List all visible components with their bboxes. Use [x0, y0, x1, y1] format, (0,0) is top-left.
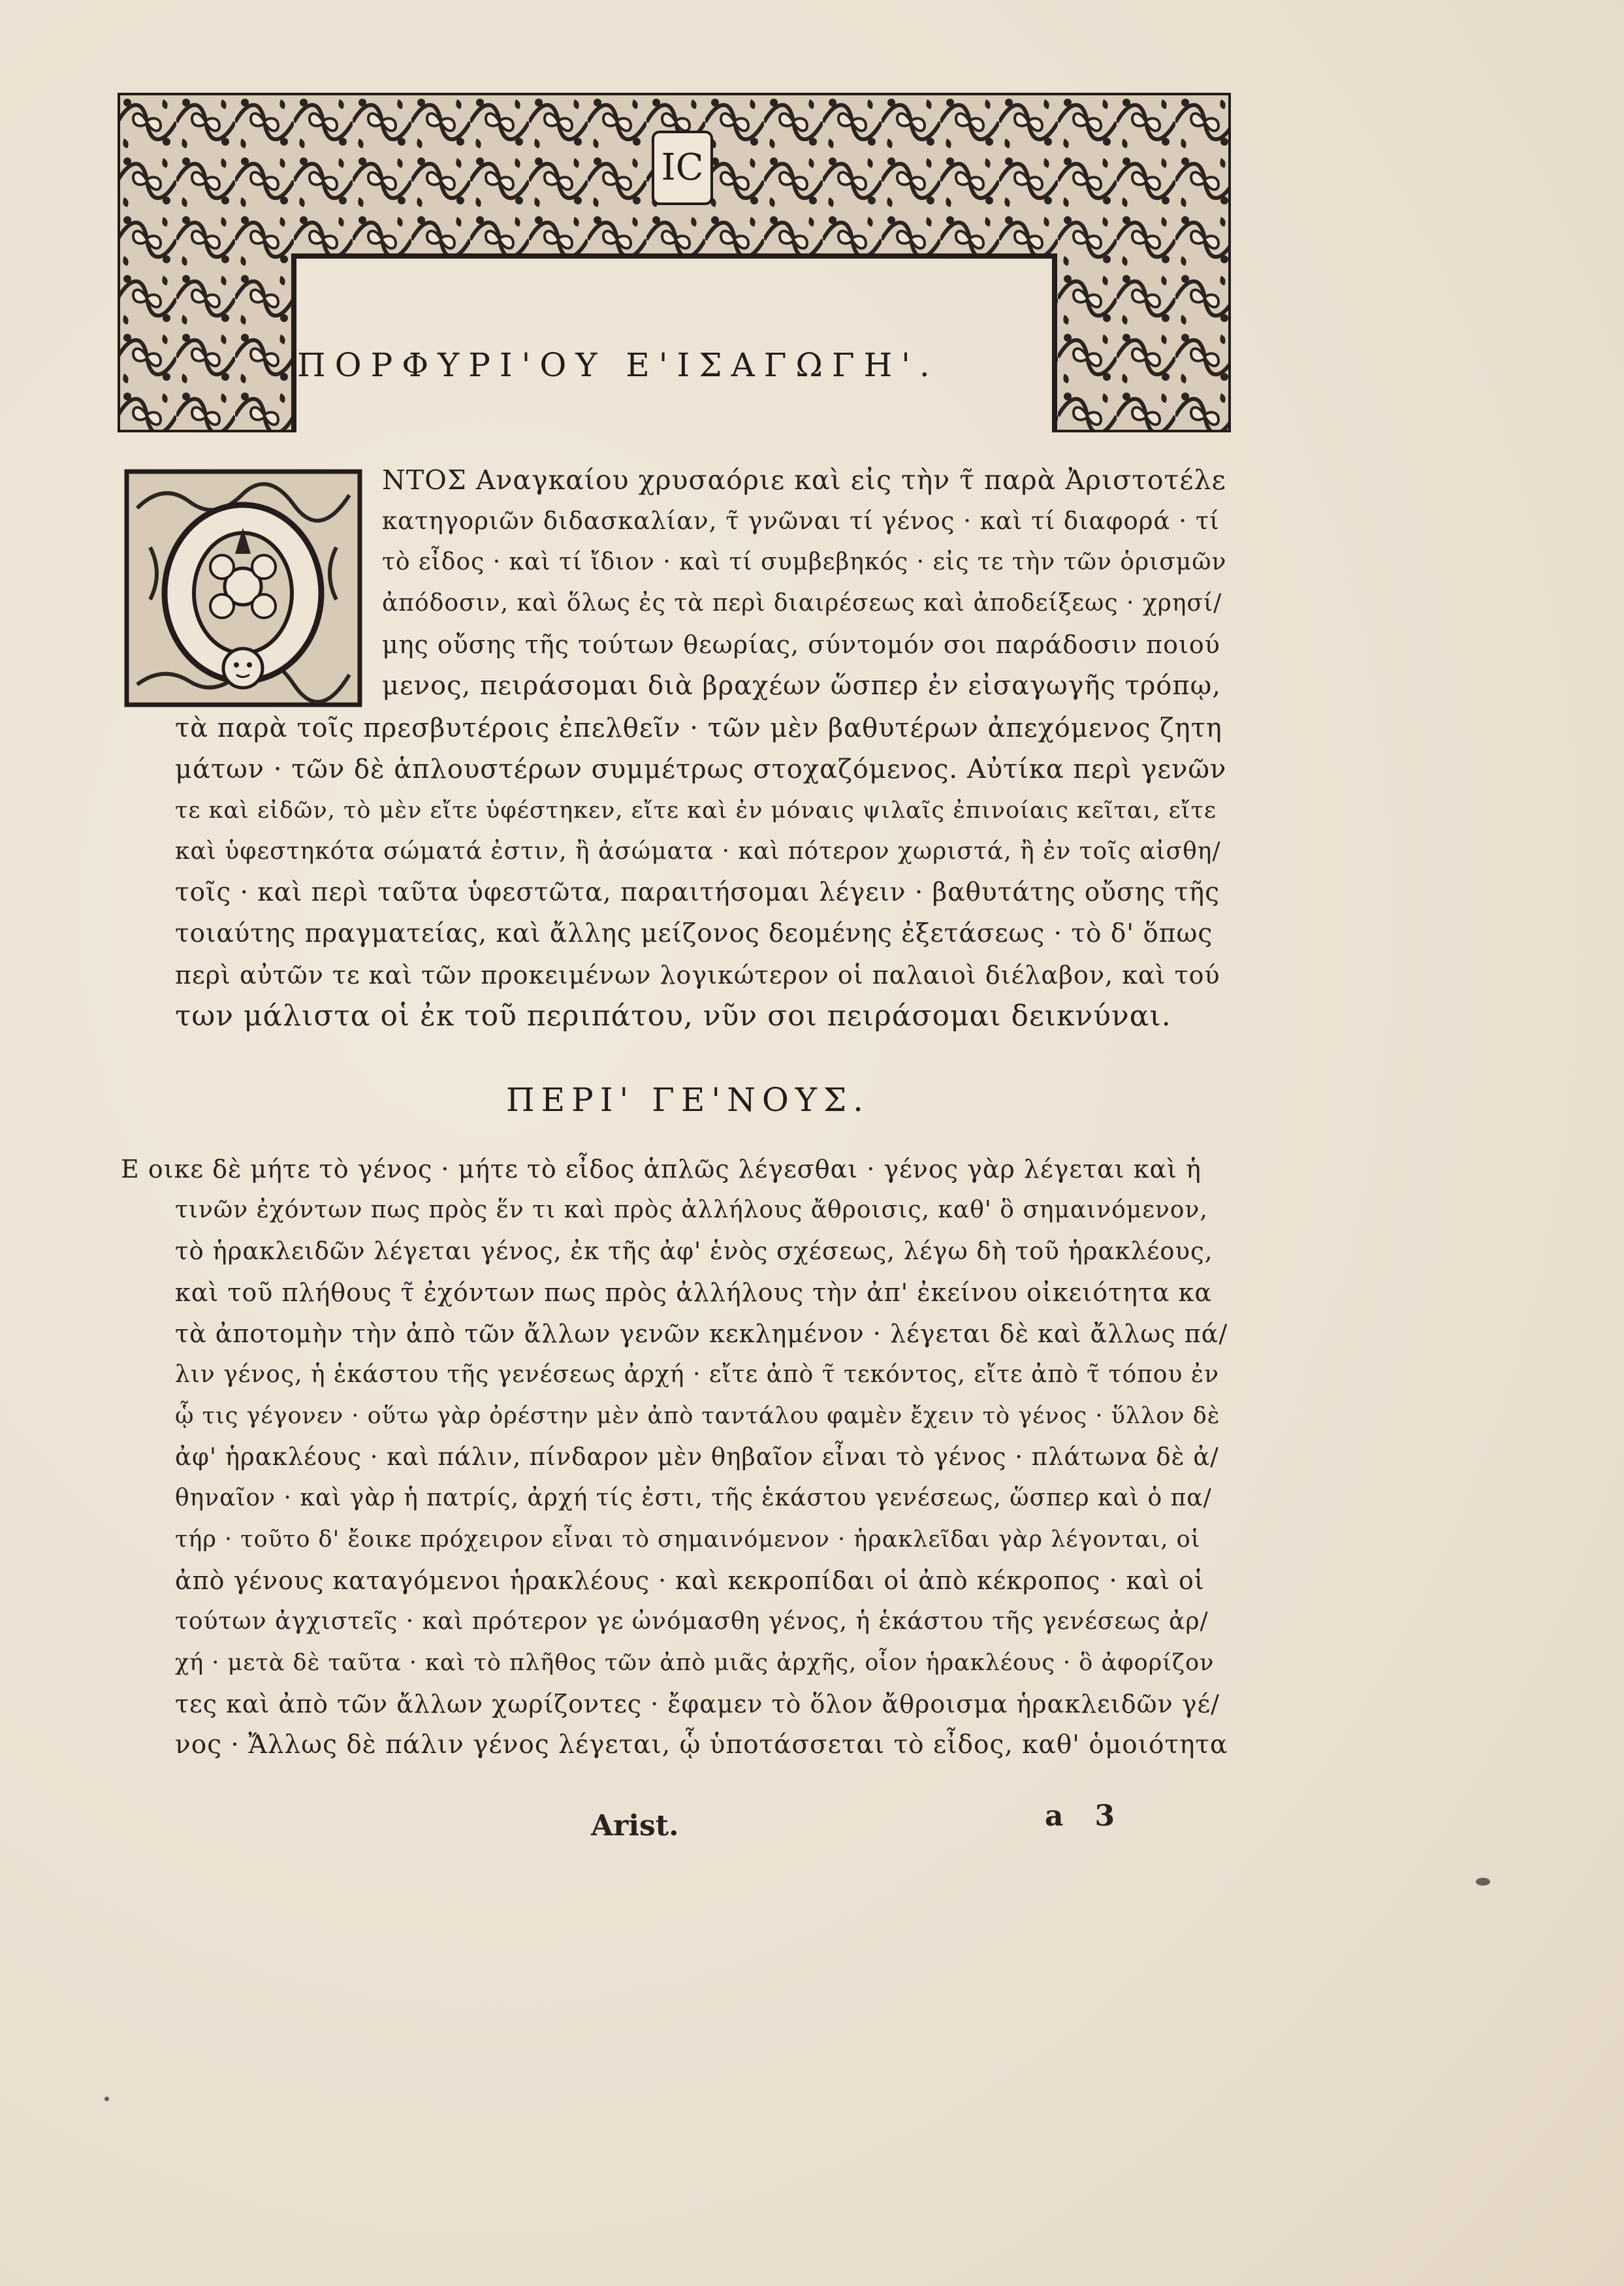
intro-line: κατηγοριῶν διδασκαλίαν, τ̃ γνῶναι τί γένος · καὶ τί διαφορά · τί [382, 507, 1220, 535]
section-line: χή · μετὰ δὲ ταῦτα · καὶ τὸ πλῆθος τῶν ἀπὸ μιᾶς ἀρχῆς, οἷον ἡρακλέους · ὃ ἀφορίζον [175, 1650, 1215, 1676]
intro-line: καὶ ὑφεστηκότα σώματά ἐστιν, ἢ ἀσώματα · καὶ πότερον χωριστά, ἢ ἐν τοῖς αἰσθη/ [175, 838, 1221, 865]
section-line: τὸ ἡρακλειδῶν λέγεται γένος, ἐκ τῆς ἀφ' ἑνὸς σχέσεως, λέγω δὴ τοῦ ἡρακλέους, [175, 1237, 1213, 1265]
paper-speck [104, 2097, 109, 2101]
intro-line: τε καὶ εἰδῶν, τὸ μὲν εἴτε ὑφέστηκεν, εἴτε καὶ ἐν μόναις ψιλαῖς ἐπινοίαις κεῖται, εἴτε [175, 797, 1217, 824]
header-emblem: IC [661, 146, 704, 189]
section-heading: ΠΕΡΙ' ΓΕ'ΝΟΥΣ. [506, 1081, 870, 1119]
section-line: ἀπὸ γένους καταγόμενοι ἡρακλέους · καὶ κεκροπίδαι οἱ ἀπὸ κέκροπος · καὶ οἱ [175, 1566, 1205, 1595]
signature-letter: a [1045, 1799, 1064, 1833]
section-line: ἀφ' ἡρακλέους · καὶ πάλιν, πίνδαρον μὲν θηβαῖον εἶναι τὸ γένος · πλάτωνα δὲ ἀ/ [175, 1443, 1219, 1471]
section-line: θηναῖον · καὶ γὰρ ἡ πατρίς, ἀρχή τίς ἐστι, τῆς ἑκάστου γενέσεως, ὥσπερ καὶ ὁ πα/ [175, 1485, 1212, 1511]
intro-line: περὶ αὐτῶν τε καὶ τῶν προκειμένων λογικώτερον οἱ παλαιοὶ διέλαβον, καὶ τού [175, 961, 1220, 990]
intro-line: των μάλιστα οἱ ἐκ τοῦ περιπάτου, νῦν σοι πειράσομαι δεικνύναι. [175, 999, 1171, 1033]
section-line: τινῶν ἐχόντων πως πρὸς ἕν τι καὶ πρὸς ἀλλήλους ἄθροισις, καθ' ὃ σημαινόμενον, [175, 1197, 1208, 1223]
signature-number: 3 [1094, 1799, 1115, 1833]
intro-line: μης οὔσης τῆς τούτων θεωρίας, σύντομόν σοι παράδοσιν ποιού [382, 630, 1220, 659]
ornamental-initial-image [124, 469, 362, 707]
intro-line: τοιαύτης πραγματείας, καὶ ἄλλης μείζονος δεομένης ἐξετάσεως · τὸ δ' ὅπως [175, 919, 1213, 948]
intro-line: ἀπόδοσιν, καὶ ὅλως ἐς τὰ περὶ διαιρέσεως καὶ ἀποδείξεως · χρησί/ [382, 590, 1222, 617]
section-line: τὰ ἀποτομὴν τὴν ἀπὸ τῶν ἄλλων γενῶν κεκλημένον · λέγεται δὲ καὶ ἄλλως πά/ [175, 1319, 1228, 1348]
catchword: Arist. [591, 1809, 679, 1843]
signature-mark [1045, 1799, 1115, 1833]
section-line: καὶ τοῦ πλήθους τ̃ ἐχόντων πως πρὸς ἀλλήλους τὴν ἀπ' ἐκείνου οἰκειότητα κα [175, 1278, 1213, 1307]
intro-line: τὸ εἶδος · καὶ τί ἴδιον · καὶ τί συμβεβηκός · εἰς τε τὴν τῶν ὁρισμῶν [382, 549, 1227, 575]
section-line: τήρ · τοῦτο δ' ἔοικε πρόχειρον εἶναι τὸ σημαινόμενον · ἡρακλεῖδαι γὰρ λέγονται, οἱ [175, 1526, 1201, 1553]
page-title: ΠΟΡΦΥΡΙ'ΟΥ Ε'ΙΣΑΓΩΓΗ'. [297, 346, 939, 384]
intro-line: τὰ παρὰ τοῖς πρεσβυτέροις ἐπελθεῖν · τῶν μὲν βαθυτέρων ἀπεχόμενος ζητη [175, 713, 1222, 743]
section-line: λιν γένος, ἡ ἑκάστου τῆς γενέσεως ἀρχή · εἴτε ἀπὸ τ̃ τεκόντος, εἴτε ἀπὸ τ̃ τόπου ἐν [175, 1361, 1219, 1388]
intro-line: μενος, πειράσομαι διὰ βραχέων ὥσπερ ἐν εἰσαγωγῆς τρόπῳ, [382, 671, 1221, 701]
paper-speck [1476, 1878, 1490, 1886]
section-line: τούτων ἀγχιστεῖς · καὶ πρότερον γε ὠνόμασθη γένος, ἡ ἑκάστου τῆς γενέσεως ἀρ/ [175, 1608, 1209, 1635]
intro-line: τοῖς · καὶ περὶ ταῦτα ὑφεστῶτα, παραιτήσομαι λέγειν · βαθυτάτης οὔσης τῆς [175, 878, 1220, 907]
section-line: ᾧ τις γέγονεν · οὕτω γὰρ ὀρέστην μὲν ἀπὸ ταντάλου φαμὲν ἔχειν τὸ γένος · ὕλλον δὲ [175, 1403, 1220, 1429]
decorated-initial [124, 469, 362, 707]
section-line: νος · Ἄλλως δὲ πάλιν γένος λέγεται, ᾧ ὑποτάσσεται τὸ εἶδος, καθ' ὁμοιότητα [175, 1730, 1228, 1760]
intro-line: μάτων · τῶν δὲ ἁπλουστέρων συμμέτρως στοχαζόμενος. Αὐτίκα περὶ γενῶν [175, 754, 1227, 784]
intro-line: ΝΤΟΣ Αναγκαίου χρυσαόριε καὶ εἰς τὴν τ̃ παρὰ Ἀριστοτέλε [382, 464, 1226, 496]
section-line: Ε οικε δὲ μήτε τὸ γένος · μήτε τὸ εἶδος ἁπλῶς λέγεσθαι · γένος γὰρ λέγεται καὶ ἡ [121, 1155, 1202, 1183]
section-line: τες καὶ ἀπὸ τῶν ἄλλων χωρίζοντες · ἔφαμεν τὸ ὅλον ἄθροισμα ἡρακλειδῶν γέ/ [175, 1690, 1220, 1718]
